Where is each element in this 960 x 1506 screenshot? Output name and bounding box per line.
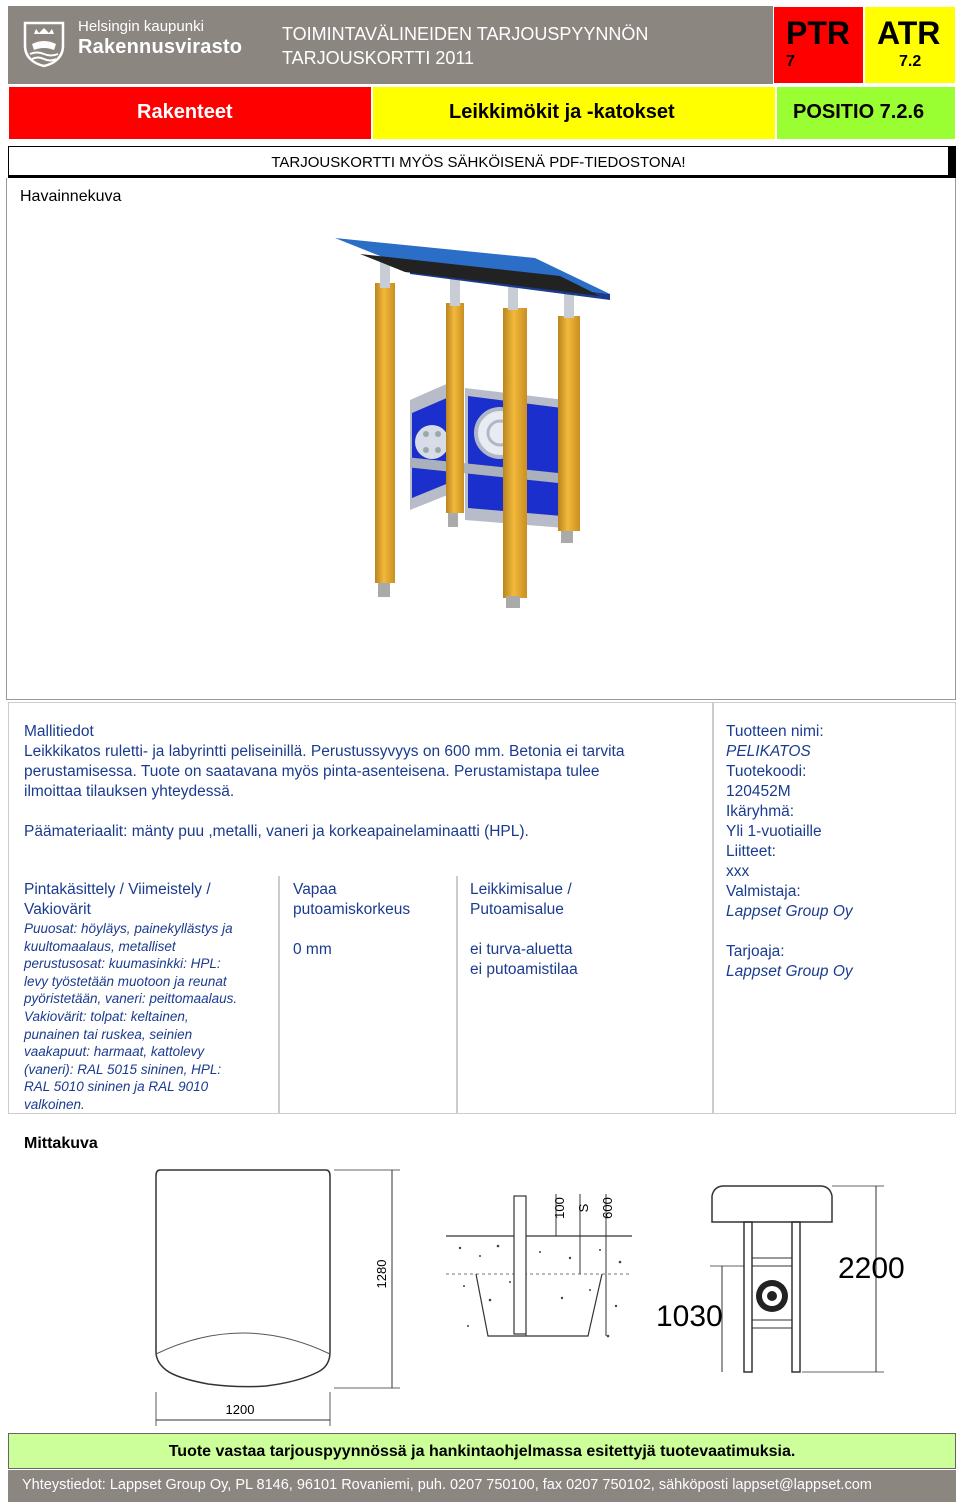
requirement-note: Tuote vastaa tarjouspyynnössä ja hankintaohjelmassa esitettyjä tuotevaatimuksia.	[8, 1433, 956, 1469]
model-description: perustamisessa. Tuote on saatavana myös pinta-asenteisena. Perustamistapa tulee	[24, 763, 600, 780]
product-info	[726, 722, 952, 982]
atr-code-box	[864, 6, 956, 84]
product-name: PELIKATOS	[726, 743, 811, 760]
attachments-label: Liitteet:	[726, 843, 776, 860]
play-area-heading: Putoamisalue	[470, 901, 564, 918]
top-view-depth: 1280	[374, 1259, 389, 1289]
play-area-heading: Leikkimisalue /	[470, 881, 572, 898]
finish-line: valkoinen.	[24, 1096, 85, 1112]
age-group-label: Ikäryhmä:	[726, 803, 795, 820]
attachments: xxx	[726, 863, 750, 880]
finish-heading: Pintakäsittely / Viimeistely /	[24, 881, 211, 898]
pdf-notice: TARJOUSKORTTI MYÖS SÄHKÖISENÄ PDF-TIEDOSTONA!	[8, 146, 956, 178]
category-subgroup: Leikkimökit ja -katokset	[449, 101, 675, 123]
materials: Päämateriaalit: mänty puu ,metalli, vaneri ja korkeapainelaminaatti (HPL).	[24, 823, 529, 840]
divider-vertical	[278, 876, 280, 1114]
front-view-width: 1030	[656, 1300, 723, 1333]
contact-info: Yhteystiedot: Lappset Group Oy, PL 8146, 96101 Rovaniemi, puh. 0207 750100, fax 0207 750102, sähköposti lappset@lappset.com	[8, 1470, 956, 1502]
product-code: 120452M	[726, 783, 791, 800]
city-logo	[14, 14, 274, 72]
product-code-label: Tuotekoodi:	[726, 763, 807, 780]
play-area-info	[470, 880, 705, 980]
depth-100: 100	[552, 1197, 567, 1219]
category-group: Rakenteet	[137, 101, 233, 123]
fall-height-heading: Vapaa	[293, 881, 337, 898]
depth-s: S	[576, 1203, 591, 1213]
finish-line: pyöristetään, vaneri: peittomaalaus.	[24, 991, 238, 1007]
finish-line: (vaneri): RAL 5015 sininen, HPL:	[24, 1061, 222, 1077]
finish-line: punainen tai ruskea, seinien	[24, 1026, 193, 1042]
ptr-label: PTR	[786, 15, 850, 51]
finish-line: kuultomaalaus, metalliset	[24, 938, 176, 954]
document-title	[282, 22, 752, 70]
front-view-drawing	[652, 1182, 932, 1382]
foundation-drawing	[440, 1186, 640, 1366]
finish-heading: Vakiovärit	[24, 901, 91, 918]
atr-value: 7.2	[899, 53, 922, 70]
coat-of-arms-icon	[22, 20, 66, 68]
ptr-code-box	[773, 6, 864, 84]
finish-line: vaakapuut: harmaat, kattolevy	[24, 1044, 205, 1060]
age-group: Yli 1-vuotiaille	[726, 823, 822, 840]
position-code: POSITIO 7.2.6	[793, 101, 925, 123]
finish-line: perustusosat: kuumasinkki: HPL:	[24, 956, 221, 972]
front-view-height: 2200	[838, 1252, 905, 1285]
supplier-label: Tarjoaja:	[726, 943, 785, 960]
finish-line: Puuosat: höyläys, painekyllästys ja	[24, 921, 233, 936]
model-description: ilmoittaa tilauksen yhteydessä.	[24, 783, 235, 800]
fall-height-info	[293, 880, 453, 960]
title-line-2: TARJOUSKORTTI 2011	[282, 48, 475, 68]
model-description: Leikkikatos ruletti- ja labyrintti peliseinillä. Perustussyvyys on 600 mm. Betonia ei tarvita	[24, 743, 625, 760]
dimension-drawing-label: Mittakuva	[24, 1135, 98, 1152]
finish-line: levy työstetään muotoon ja reunat	[24, 973, 227, 989]
city-name: Helsingin kaupunki	[78, 18, 204, 35]
model-info	[24, 722, 704, 842]
office-name: Rakennusvirasto	[78, 36, 243, 58]
category-subgroup-cell	[372, 86, 776, 140]
depth-600: 600	[600, 1197, 615, 1219]
category-group-cell	[8, 86, 372, 140]
atr-label: ATR	[877, 15, 941, 51]
manufacturer-label: Valmistaja:	[726, 883, 801, 900]
title-line-1: TOIMINTAVÄLINEIDEN TARJOUSPYYNNÖN	[282, 24, 649, 44]
finish-line: RAL 5010 sininen ja RAL 9010	[24, 1079, 209, 1095]
play-area-value: ei turva-aluetta	[470, 941, 573, 958]
illustration-label: Havainnekuva	[20, 188, 122, 205]
fall-height-value: 0 mm	[293, 941, 332, 958]
ptr-value: 7	[786, 53, 795, 70]
finish-line: Vakiovärit: tolpat: keltainen,	[24, 1008, 189, 1024]
product-name-label: Tuotteen nimi:	[726, 723, 824, 740]
fall-height-heading: putoamiskorkeus	[293, 901, 411, 918]
divider-vertical	[712, 702, 714, 1114]
supplier: Lappset Group Oy	[726, 963, 853, 980]
top-view-width: 1200	[225, 1402, 255, 1417]
play-area-value: ei putoamistilaa	[470, 961, 578, 978]
top-view-drawing	[148, 1162, 408, 1428]
position-cell	[776, 86, 956, 140]
finish-info	[24, 880, 274, 1114]
shelter-illustration	[320, 228, 620, 608]
model-heading: Mallitiedot	[24, 723, 94, 740]
divider-vertical	[456, 876, 458, 1114]
manufacturer: Lappset Group Oy	[726, 903, 853, 920]
